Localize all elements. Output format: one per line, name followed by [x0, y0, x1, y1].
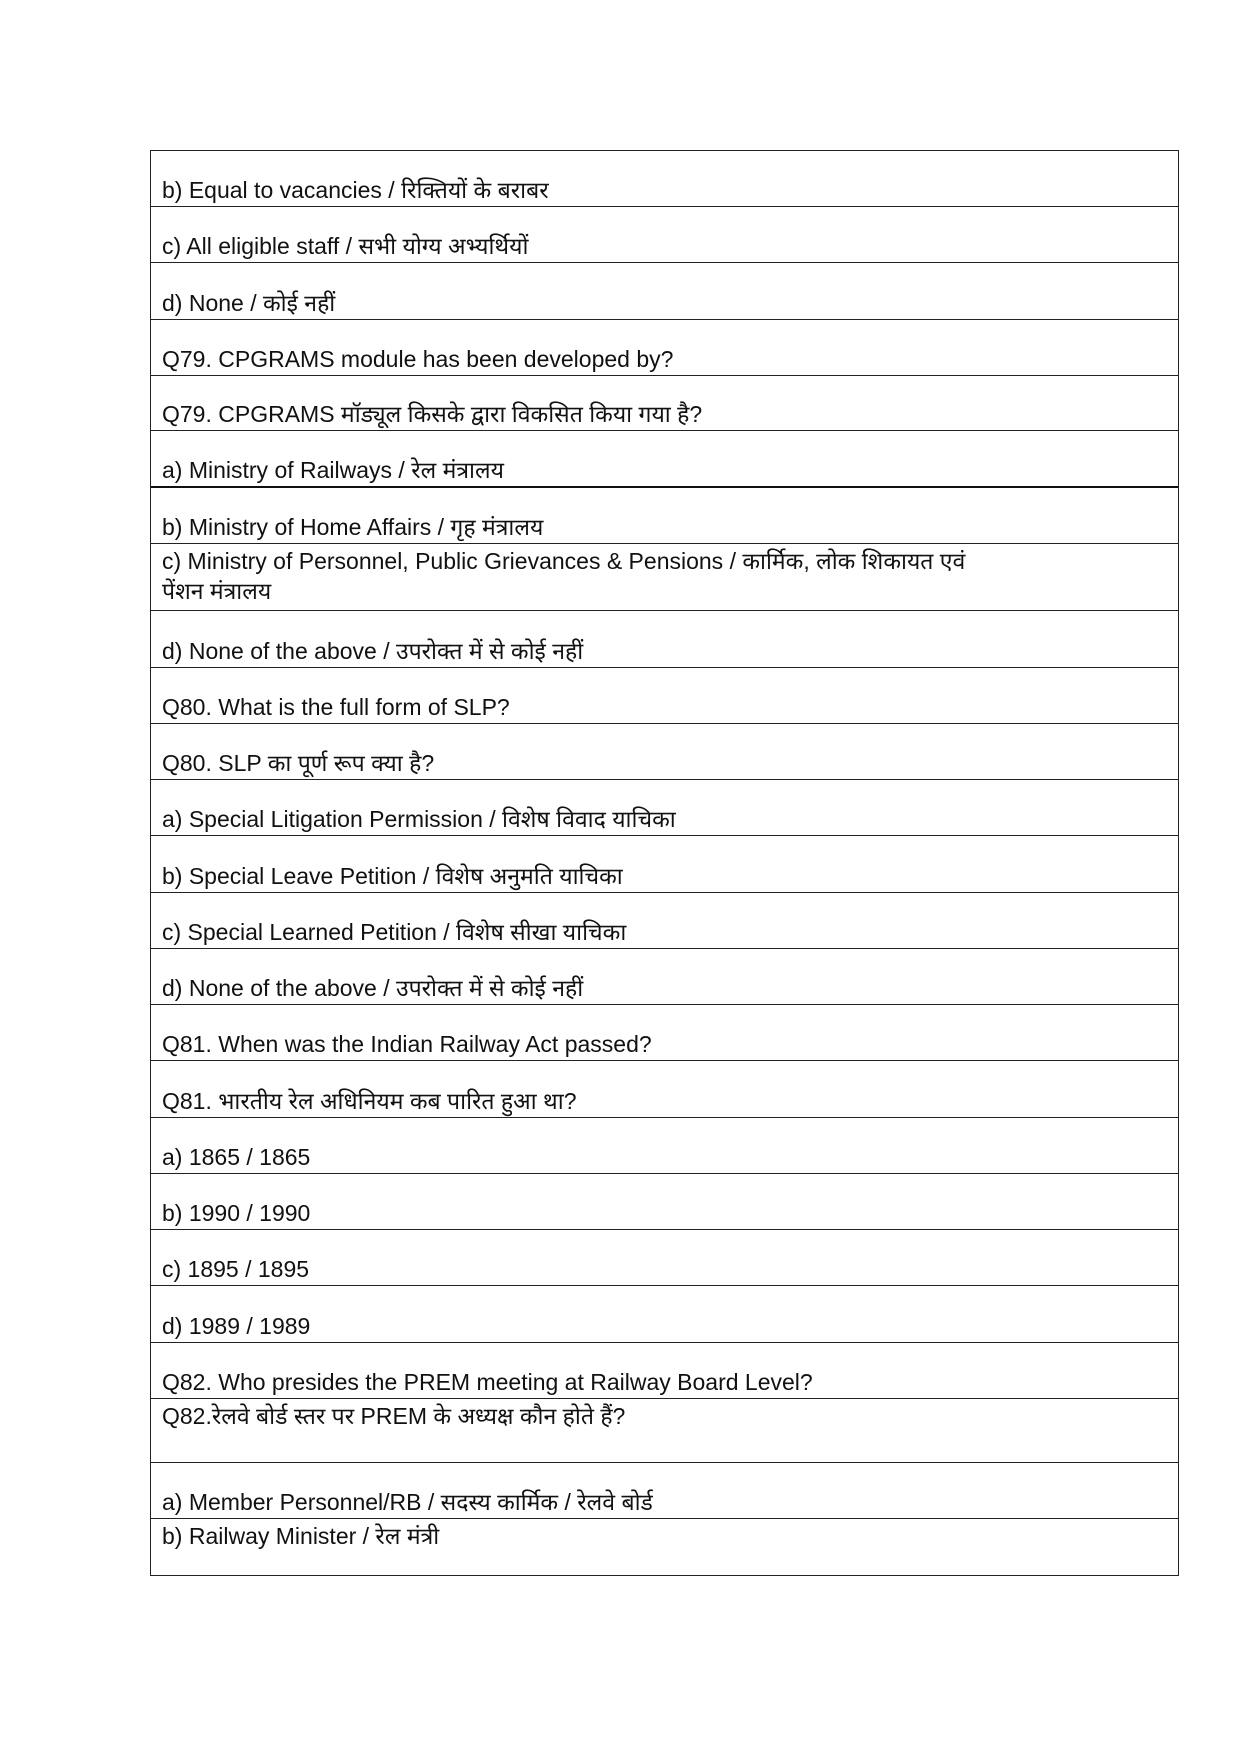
- row-text: d) None / कोई नहीं: [162, 290, 336, 316]
- row-text: Q81. भारतीय रेल अधिनियम कब पारित हुआ था?: [162, 1088, 577, 1114]
- row-text: Q82.रेलवे बोर्ड स्तर पर PREM के अध्यक्ष कौन होते हैं?: [162, 1403, 626, 1429]
- question-row: [151, 1005, 1178, 1061]
- row-text: Q79. CPGRAMS मॉड्यूल किसके द्वारा विकसित किया गया है?: [162, 401, 703, 427]
- row-text: d) None of the above / उपरोक्त में से कोई नहीं: [162, 638, 584, 664]
- option-row: [151, 1118, 1178, 1174]
- row-text: b) 1990 / 1990: [162, 1200, 311, 1226]
- row-text: b) Railway Minister / रेल मंत्री: [162, 1523, 440, 1549]
- option-row: [151, 949, 1178, 1005]
- option-row: [151, 431, 1178, 488]
- option-row: [151, 151, 1178, 207]
- option-row: [151, 1286, 1178, 1343]
- question-row: [151, 1399, 1178, 1463]
- question-table: [150, 150, 1179, 1576]
- row-text: b) Equal to vacancies / रिक्तियों के बराबर: [162, 177, 549, 203]
- row-text: d) None of the above / उपरोक्त में से कोई नहीं: [162, 975, 584, 1001]
- row-text: c) 1895 / 1895: [162, 1256, 310, 1282]
- row-text: b) Ministry of Home Affairs / गृह मंत्रालय: [162, 514, 544, 540]
- row-text: Q80. SLP का पूर्ण रूप क्या है?: [162, 750, 435, 776]
- option-row: [151, 611, 1178, 668]
- option-row: [151, 1519, 1178, 1575]
- option-row: [151, 893, 1178, 949]
- row-text: a) 1865 / 1865: [162, 1144, 311, 1170]
- option-row: [151, 836, 1178, 893]
- question-row: [151, 376, 1178, 431]
- row-text: Q80. What is the full form of SLP?: [162, 694, 510, 720]
- row-text: Q82. Who presides the PREM meeting at Railway Board Level?: [162, 1369, 813, 1395]
- question-row: [151, 724, 1178, 780]
- option-row: [151, 1230, 1178, 1286]
- row-text: b) Special Leave Petition / विशेष अनुमति याचिका: [162, 863, 623, 889]
- row-text: Q81. When was the Indian Railway Act passed?: [162, 1031, 652, 1057]
- row-text: a) Ministry of Railways / रेल मंत्रालय: [162, 457, 504, 483]
- option-row: [151, 207, 1178, 263]
- option-row: [151, 488, 1178, 544]
- question-row: [151, 1343, 1178, 1399]
- question-row: [151, 320, 1178, 376]
- row-text: Q79. CPGRAMS module has been developed by?: [162, 346, 674, 372]
- row-text: c) Ministry of Personnel, Public Grievances & Pensions / कार्मिक, लोक शिकायत एवं पेंशन मंत्रालय: [162, 548, 966, 604]
- question-row: [151, 668, 1178, 724]
- option-row: [151, 1463, 1178, 1519]
- option-row: [151, 544, 1178, 611]
- row-text: a) Member Personnel/RB / सदस्य कार्मिक / रेलवे बोर्ड: [162, 1489, 653, 1515]
- option-row: [151, 263, 1178, 320]
- row-text: d) 1989 / 1989: [162, 1313, 311, 1339]
- row-text: c) All eligible staff / सभी योग्य अभ्यर्थियों: [162, 233, 529, 259]
- option-row: [151, 780, 1178, 836]
- option-row: [151, 1174, 1178, 1230]
- row-text: a) Special Litigation Permission / विशेष विवाद याचिका: [162, 806, 676, 832]
- question-row: [151, 1061, 1178, 1118]
- row-text: c) Special Learned Petition / विशेष सीखा याचिका: [162, 919, 627, 945]
